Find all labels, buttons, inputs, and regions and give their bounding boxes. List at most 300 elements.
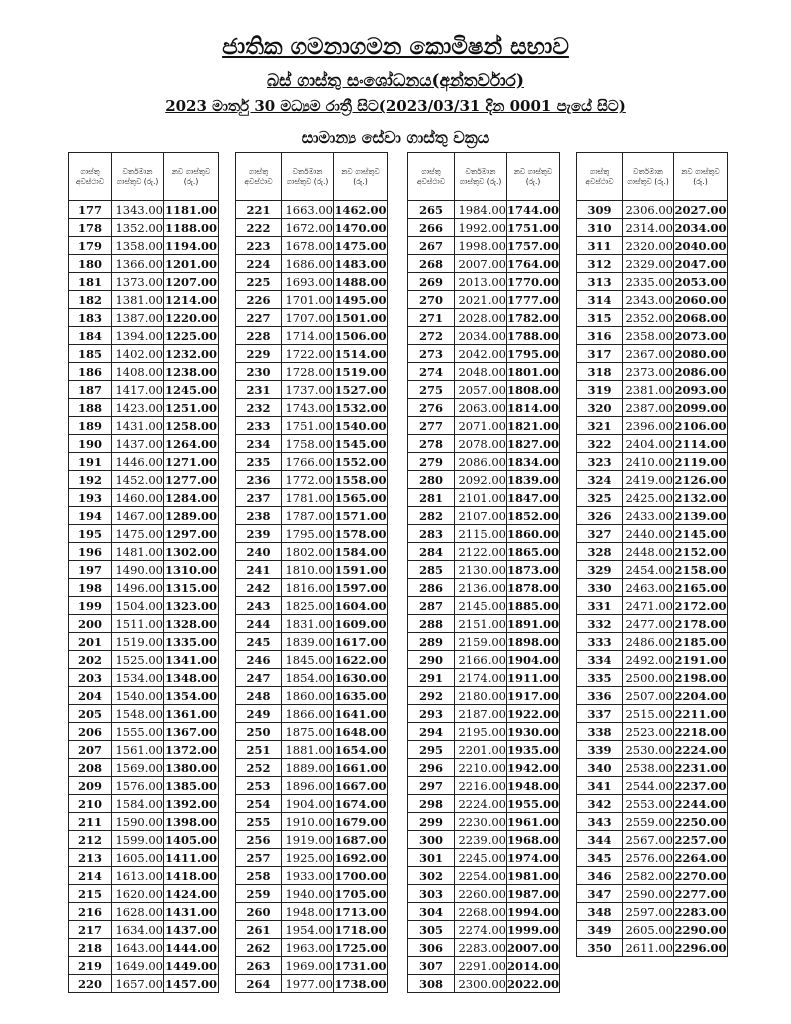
new-fare-cell: 2218.00 [674,724,727,739]
fare-row [577,651,728,669]
new-fare-cell: 1777.00 [507,292,560,307]
new-fare-cell: 1552.00 [334,454,387,469]
fare-stage-cell: 338 [577,723,623,741]
current-fare-cell: 2122.00 [455,543,507,561]
new-fare-cell: 1757.00 [507,238,560,253]
current-fare-cell: 1802.00 [282,543,334,561]
fare-row [69,723,219,741]
fare-stage-cell: 285 [408,561,455,579]
current-fare-cell: 1358.00 [112,237,164,255]
current-fare-cell: 1408.00 [112,363,164,381]
fare-stage-cell: 201 [69,633,112,651]
new-fare-cell: 2296.00 [674,940,727,955]
fare-stage-cell: 331 [577,597,623,615]
current-fare-cell: 1657.00 [112,975,164,993]
column-header-new-fare: නව ගාස්තුව (රු.) [334,153,388,201]
current-fare-cell: 1628.00 [112,903,164,921]
new-fare-cell: 2277.00 [674,886,727,901]
new-fare-cell: 1648.00 [334,724,387,739]
current-fare-cell: 1881.00 [282,741,334,759]
new-fare-cell: 1654.00 [334,742,387,757]
fare-stage-cell: 337 [577,705,623,723]
fare-stage-cell: 194 [69,507,112,525]
fare-row [69,939,219,957]
current-fare-cell: 2486.00 [623,633,674,651]
fare-stage-cell: 314 [577,291,623,309]
new-fare-cell: 1341.00 [164,652,217,667]
new-fare-cell: 1999.00 [507,922,560,937]
fare-row [577,759,728,777]
fare-row [408,831,560,849]
fare-row [577,381,728,399]
current-fare-cell: 2597.00 [623,903,674,921]
fare-row [69,903,219,921]
fare-stage-cell: 197 [69,561,112,579]
fare-stage-cell: 297 [408,777,455,795]
fare-row [577,903,728,921]
current-fare-cell: 2007.00 [455,255,507,273]
fare-row [577,543,728,561]
new-fare-cell: 1437.00 [164,922,217,937]
fare-stage-cell: 236 [236,471,282,489]
fare-stage-cell: 215 [69,885,112,903]
new-fare-cell: 1687.00 [334,832,387,847]
fare-row [408,579,560,597]
new-fare-cell: 1744.00 [507,202,560,217]
new-fare-cell: 1974.00 [507,850,560,865]
current-fare-cell: 2553.00 [623,795,674,813]
fare-row [69,759,219,777]
fare-row [408,795,560,813]
fare-row [577,489,728,507]
new-fare-cell: 1462.00 [334,202,387,217]
commission-title: ජාතික ගමනාගමන කොමිෂන් සභාව [222,33,569,60]
new-fare-cell: 1385.00 [164,778,217,793]
new-fare-cell: 1323.00 [164,598,217,613]
fare-row [408,327,560,345]
current-fare-cell: 1686.00 [282,255,334,273]
fare-stage-cell: 187 [69,381,112,399]
fare-row [69,273,219,291]
current-fare-cell: 1854.00 [282,669,334,687]
fare-row [408,561,560,579]
fare-row [69,345,219,363]
fare-stage-cell: 211 [69,813,112,831]
fare-row [408,201,560,219]
fare-row [577,327,728,345]
new-fare-cell: 2027.00 [674,202,727,217]
new-fare-cell: 1540.00 [334,418,387,433]
fare-row [69,741,219,759]
current-fare-cell: 1352.00 [112,219,164,237]
fare-stage-cell: 203 [69,669,112,687]
current-fare-cell: 1737.00 [282,381,334,399]
fare-row [236,651,388,669]
fare-stage-cell: 193 [69,489,112,507]
new-fare-cell: 1617.00 [334,634,387,649]
new-fare-cell: 1411.00 [164,850,217,865]
fare-row [236,885,388,903]
new-fare-cell: 2172.00 [674,598,727,613]
new-fare-cell: 1449.00 [164,958,217,973]
fare-stage-cell: 288 [408,615,455,633]
fare-stage-cell: 240 [236,543,282,561]
fare-stage-cell: 260 [236,903,282,921]
current-fare-cell: 1569.00 [112,759,164,777]
effective-date-line: 2023 මාර්තු 30 මධ්‍යම රාත්‍රී සිට(2023/03/31 දින 0001 පැයේ සිට) [165,97,626,115]
fare-row [408,273,560,291]
fare-stage-cell: 339 [577,741,623,759]
fare-stage-cell: 328 [577,543,623,561]
fare-stage-cell: 226 [236,291,282,309]
fare-row [69,309,219,327]
new-fare-cell: 1354.00 [164,688,217,703]
fare-stage-cell: 303 [408,885,455,903]
new-fare-cell: 1495.00 [334,292,387,307]
fare-row [577,777,728,795]
fare-row [577,255,728,273]
fare-row [408,525,560,543]
current-fare-cell: 2500.00 [623,669,674,687]
current-fare-cell: 1525.00 [112,651,164,669]
fare-stage-cell: 265 [408,201,455,219]
column-header-current-fare: වර්තමාන ගාස්තුව (රු.) [455,153,507,201]
current-fare-cell: 2034.00 [455,327,507,345]
fare-stage-cell: 243 [236,597,282,615]
fare-row [408,597,560,615]
current-fare-cell: 2530.00 [623,741,674,759]
fare-row [69,237,219,255]
current-fare-cell: 1904.00 [282,795,334,813]
current-fare-cell: 2048.00 [455,363,507,381]
new-fare-cell: 1622.00 [334,652,387,667]
fare-stage-cell: 180 [69,255,112,273]
current-fare-cell: 2078.00 [455,435,507,453]
new-fare-cell: 1630.00 [334,670,387,685]
fare-stage-cell: 230 [236,363,282,381]
current-fare-cell: 1343.00 [112,201,164,219]
current-fare-cell: 2057.00 [455,381,507,399]
current-fare-cell: 2448.00 [623,543,674,561]
fare-row [577,579,728,597]
current-fare-cell: 2567.00 [623,831,674,849]
fare-stage-cell: 212 [69,831,112,849]
current-fare-cell: 1576.00 [112,777,164,795]
current-fare-cell: 2071.00 [455,417,507,435]
fare-row [577,885,728,903]
fare-stage-cell: 268 [408,255,455,273]
fare-stage-cell: 263 [236,957,282,975]
fare-stage-cell: 195 [69,525,112,543]
current-fare-cell: 1875.00 [282,723,334,741]
fare-row [408,813,560,831]
fare-stage-cell: 264 [236,975,282,993]
fare-stage-cell: 231 [236,381,282,399]
fare-row [69,777,219,795]
current-fare-cell: 2343.00 [623,291,674,309]
fare-row [408,399,560,417]
fare-stage-cell: 336 [577,687,623,705]
fare-row [236,849,388,867]
fare-stage-cell: 304 [408,903,455,921]
fare-row [577,669,728,687]
new-fare-cell: 1220.00 [164,310,217,325]
new-fare-cell: 1725.00 [334,940,387,955]
current-fare-cell: 2187.00 [455,705,507,723]
new-fare-cell: 2244.00 [674,796,727,811]
fare-stage-cell: 278 [408,435,455,453]
fare-stage-cell: 242 [236,579,282,597]
fare-stage-cell: 273 [408,345,455,363]
fare-row [408,867,560,885]
fare-row [236,579,388,597]
current-fare-cell: 1766.00 [282,453,334,471]
new-fare-cell: 2132.00 [674,490,727,505]
new-fare-cell: 1891.00 [507,616,560,631]
new-fare-cell: 1418.00 [164,868,217,883]
new-fare-cell: 1667.00 [334,778,387,793]
new-fare-cell: 2119.00 [674,454,727,469]
current-fare-cell: 1933.00 [282,867,334,885]
new-fare-cell: 2290.00 [674,922,727,937]
fare-row [577,615,728,633]
fare-stage-cell: 259 [236,885,282,903]
new-fare-cell: 1271.00 [164,454,217,469]
fare-row [577,525,728,543]
fare-stage-cell: 199 [69,597,112,615]
new-fare-cell: 1808.00 [507,382,560,397]
current-fare-cell: 1446.00 [112,453,164,471]
current-fare-cell: 2239.00 [455,831,507,849]
fare-row [408,687,560,705]
fare-row [408,651,560,669]
fare-row [236,633,388,651]
fare-stage-cell: 214 [69,867,112,885]
new-fare-cell: 1935.00 [507,742,560,757]
fare-stage-cell: 247 [236,669,282,687]
fare-row [236,777,388,795]
current-fare-cell: 2245.00 [455,849,507,867]
fare-row [69,975,219,993]
fare-stage-cell: 323 [577,453,623,471]
new-fare-cell: 1731.00 [334,958,387,973]
fare-stage-cell: 221 [236,201,282,219]
new-fare-cell: 1981.00 [507,868,560,883]
current-fare-cell: 1889.00 [282,759,334,777]
fare-stage-cell: 224 [236,255,282,273]
current-fare-cell: 1490.00 [112,561,164,579]
current-fare-cell: 2515.00 [623,705,674,723]
current-fare-cell: 1781.00 [282,489,334,507]
new-fare-cell: 1764.00 [507,256,560,271]
fare-stage-cell: 185 [69,345,112,363]
current-fare-cell: 1672.00 [282,219,334,237]
fare-row [236,399,388,417]
new-fare-cell: 1635.00 [334,688,387,703]
current-fare-cell: 2433.00 [623,507,674,525]
new-fare-cell: 1277.00 [164,472,217,487]
fare-stage-cell: 309 [577,201,623,219]
new-fare-cell: 1181.00 [164,202,217,217]
new-fare-cell: 1372.00 [164,742,217,757]
current-fare-cell: 1481.00 [112,543,164,561]
fare-row [236,921,388,939]
current-fare-cell: 1634.00 [112,921,164,939]
fare-stage-cell: 222 [236,219,282,237]
fare-row [577,795,728,813]
new-fare-cell: 1506.00 [334,328,387,343]
fare-row [236,903,388,921]
fare-stage-cell: 341 [577,777,623,795]
new-fare-cell: 1302.00 [164,544,217,559]
current-fare-cell: 1787.00 [282,507,334,525]
fare-stage-cell: 233 [236,417,282,435]
fare-stage-cell: 327 [577,525,623,543]
new-fare-cell: 1470.00 [334,220,387,235]
current-fare-cell: 1831.00 [282,615,334,633]
current-fare-cell: 1561.00 [112,741,164,759]
new-fare-cell: 1584.00 [334,544,387,559]
fare-row [236,669,388,687]
current-fare-cell: 1772.00 [282,471,334,489]
fare-stage-cell: 318 [577,363,623,381]
fare-stage-cell: 292 [408,687,455,705]
fare-row [236,795,388,813]
new-fare-cell: 1834.00 [507,454,560,469]
current-fare-cell: 2477.00 [623,615,674,633]
fare-stage-cell: 305 [408,921,455,939]
fare-stage-cell: 322 [577,435,623,453]
fare-stage-cell: 317 [577,345,623,363]
current-fare-cell: 2358.00 [623,327,674,345]
current-fare-cell: 2507.00 [623,687,674,705]
new-fare-cell: 1788.00 [507,328,560,343]
new-fare-cell: 1488.00 [334,274,387,289]
fare-row [69,885,219,903]
fare-row [236,525,388,543]
fare-row [408,309,560,327]
current-fare-cell: 2559.00 [623,813,674,831]
fare-stage-cell: 310 [577,219,623,237]
fare-row [408,849,560,867]
fare-row [408,435,560,453]
fare-row [577,345,728,363]
fare-stage-cell: 296 [408,759,455,777]
fare-row [577,363,728,381]
current-fare-cell: 2042.00 [455,345,507,363]
fare-row [69,615,219,633]
fare-stage-cell: 237 [236,489,282,507]
fare-row [69,795,219,813]
fare-stage-cell: 290 [408,651,455,669]
current-fare-cell: 2216.00 [455,777,507,795]
fare-row [69,417,219,435]
new-fare-cell: 1904.00 [507,652,560,667]
fare-stage-cell: 342 [577,795,623,813]
fare-row [408,363,560,381]
fare-stage-cell: 277 [408,417,455,435]
fare-stage-cell: 223 [236,237,282,255]
new-fare-cell: 1930.00 [507,724,560,739]
fare-row [236,219,388,237]
new-fare-cell: 1597.00 [334,580,387,595]
fare-stage-cell: 179 [69,237,112,255]
new-fare-cell: 2040.00 [674,238,727,253]
new-fare-cell: 2231.00 [674,760,727,775]
current-fare-cell: 2130.00 [455,561,507,579]
new-fare-cell: 1917.00 [507,688,560,703]
new-fare-cell: 1315.00 [164,580,217,595]
fare-stage-cell: 209 [69,777,112,795]
current-fare-cell: 1519.00 [112,633,164,651]
fare-stage-cell: 200 [69,615,112,633]
current-fare-cell: 2335.00 [623,273,674,291]
new-fare-cell: 1700.00 [334,868,387,883]
new-fare-cell: 2158.00 [674,562,727,577]
new-fare-cell: 2191.00 [674,652,727,667]
fare-stage-cell: 316 [577,327,623,345]
new-fare-cell: 1604.00 [334,598,387,613]
current-fare-cell: 2404.00 [623,435,674,453]
fare-row [69,363,219,381]
new-fare-cell: 2099.00 [674,400,727,415]
fare-stage-cell: 283 [408,525,455,543]
fare-stage-cell: 347 [577,885,623,903]
current-fare-cell: 2314.00 [623,219,674,237]
fare-row [408,507,560,525]
fare-row [577,723,728,741]
fare-row [408,975,560,993]
current-fare-cell: 1998.00 [455,237,507,255]
fare-row [577,309,728,327]
current-fare-cell: 2329.00 [623,255,674,273]
fare-stage-cell: 182 [69,291,112,309]
current-fare-cell: 1620.00 [112,885,164,903]
current-fare-cell: 1977.00 [282,975,334,993]
fare-stage-cell: 262 [236,939,282,957]
new-fare-cell: 1718.00 [334,922,387,937]
fare-row [408,939,560,957]
fare-row [236,597,388,615]
new-fare-cell: 1188.00 [164,220,217,235]
fare-stage-cell: 235 [236,453,282,471]
current-fare-cell: 1816.00 [282,579,334,597]
new-fare-cell: 1475.00 [334,238,387,253]
column-header-current-fare: වර්තමාන ගාස්තුව (රු.) [282,153,334,201]
current-fare-cell: 2320.00 [623,237,674,255]
fare-stage-cell: 299 [408,813,455,831]
fare-stage-cell: 177 [69,201,112,219]
fare-row [408,417,560,435]
new-fare-cell: 1225.00 [164,328,217,343]
fare-stage-cell: 301 [408,849,455,867]
fare-row [236,309,388,327]
new-fare-cell: 1948.00 [507,778,560,793]
fare-stage-cell: 334 [577,651,623,669]
fare-row [69,849,219,867]
current-fare-cell: 2021.00 [455,291,507,309]
fare-stage-cell: 205 [69,705,112,723]
new-fare-cell: 1692.00 [334,850,387,865]
new-fare-cell: 1770.00 [507,274,560,289]
current-fare-cell: 1896.00 [282,777,334,795]
new-fare-cell: 1878.00 [507,580,560,595]
current-fare-cell: 2210.00 [455,759,507,777]
fare-row [69,669,219,687]
new-fare-cell: 1398.00 [164,814,217,829]
current-fare-cell: 1825.00 [282,597,334,615]
fare-row [577,849,728,867]
